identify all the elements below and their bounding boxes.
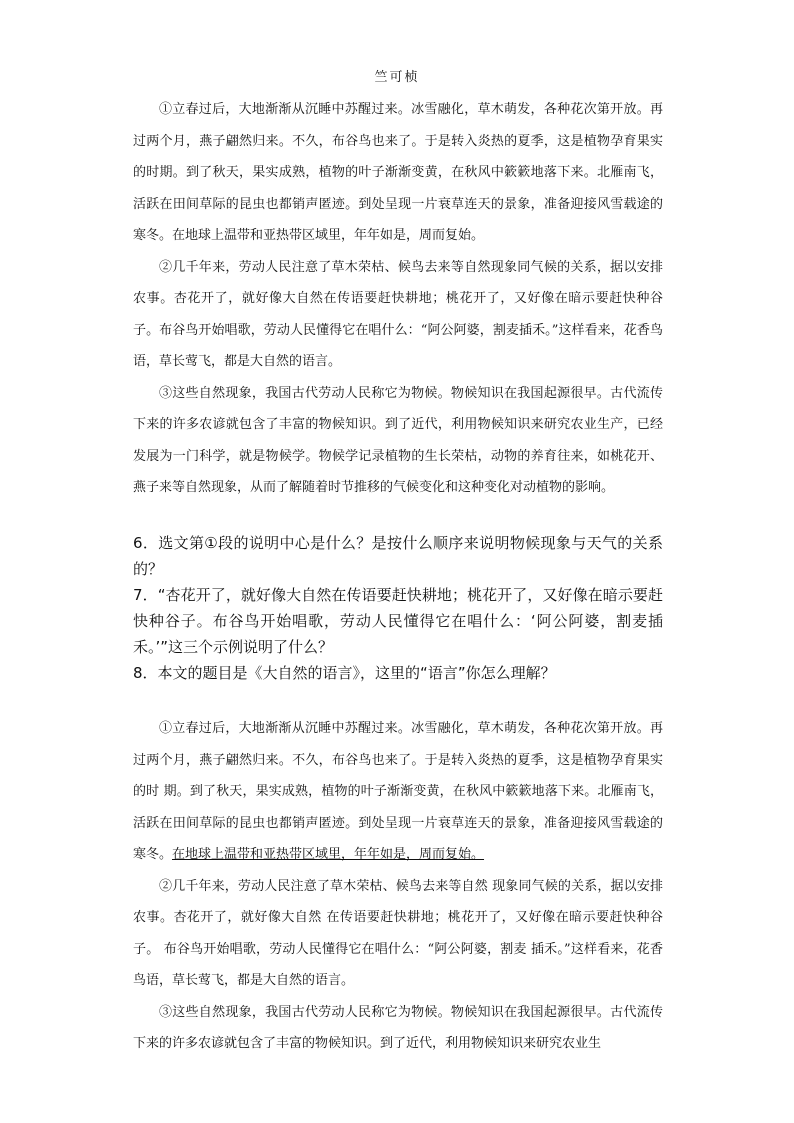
paragraph-1	[133, 713, 663, 871]
paragraph-3: ③这些自然现象，我国古代劳动人民称它为物候。物候知识在我国起源很早。古代流传下来的许多农谚就包含了丰富的物候知识。到了近代，利用物候知识来研究农业生产，已经发展为一门科学，就是物候学。物候学记录植物的生长荣枯，动物的养育往来，如桃花开、燕子来等自然现象，从而了解随着时节推移的气候变化和这种变化对动植物的影响。	[133, 385, 663, 495]
question-list	[133, 530, 663, 686]
author-name: 竺可桢	[374, 70, 420, 85]
paragraph-text: ①立春过后，大地渐渐从沉睡中苏醒过来。冰雪融化，草木萌发，各种花次第开放。再过两个月，燕子翩然归来。不久，布谷鸟也来了。于是转入炎热的夏季，这是植物孕育果实的时 期。到了秋天，果实成熟，植物的叶子渐渐变黄，在秋风中簌簌地落下来。北雁南飞，活跃在田间草际的昆虫也都销声匿迹。到处呈现一片衰草连天的景象，准备迎接风雪载途的寒冬。	[133, 721, 663, 862]
answer-passage	[133, 713, 663, 1060]
paragraph-1: ①立春过后，大地渐渐从沉睡中苏醒过来。冰雪融化，草木萌发，各种花次第开放。再过两个月，燕子翩然归来。不久，布谷鸟也来了。于是转入炎热的夏季，这是植物孕育果实的时期。到了秋天，果实成熟，植物的叶子渐渐变黄，在秋风中簌簌地落下来。北雁南飞，活跃在田间草际的昆虫也都销声匿迹。到处呈现一片衰草连天的景象，准备迎接风雪载途的寒冬。在地球上温带和亚热带区域里，年年如是，周而复始。	[133, 102, 663, 243]
reading-passage	[133, 94, 663, 504]
paragraph-2: ②几千年来，劳动人民注意了草木荣枯、候鸟去来等自然现象同气候的关系，据以安排农事。杏花开了，就好像大自然在传语要赶快耕地；桃花开了，又好像在暗示要赶快种谷子。布谷鸟开始唱歌，劳动人民懂得它在唱什么：“阿公阿婆，割麦插禾。”这样看来，花香鸟语，草长莺飞，都是大自然的语言。	[133, 259, 663, 369]
paragraph-2: ②几千年来，劳动人民注意了草木荣枯、候鸟去来等自然 现象同气候的关系，据以安排农事。杏花开了，就好像大自然 在传语要赶快耕地；桃花开了，又好像在暗示要赶快种谷子。 布谷鸟开始唱歌，劳动人民懂得它在唱什么：“阿公阿婆，割麦 插禾。”这样看来，花香鸟语，草长莺飞，都是大自然的语言。	[133, 878, 663, 988]
underlined-sentence: 在地球上温带和亚热带区域里，年年如是，周而复始。	[172, 847, 485, 862]
question-8: 8．本文的题目是《大自然的语言》，这里的“语言”你怎么理解？	[133, 664, 556, 682]
question-6: 6．选文第①段的说明中心是什么？是按什么顺序来说明物候现象与天气的关系的？	[133, 534, 663, 578]
question-7: 7．“杏花开了，就好像大自然在传语要赶快耕地；桃花开了，又好像在暗示要赶快种谷子。布谷鸟开始唱歌，劳动人民懂得它在唱什么：‘阿公阿婆，割麦插禾。’”这三个示例说明了什么？	[133, 586, 663, 656]
paragraph-3: ③这些自然现象，我国古代劳动人民称它为物候。物候知识在我国起源很早。古代流传下来的许多农谚就包含了丰富的物候知识。到了近代，利用物候知识来研究农业生	[133, 1004, 663, 1051]
